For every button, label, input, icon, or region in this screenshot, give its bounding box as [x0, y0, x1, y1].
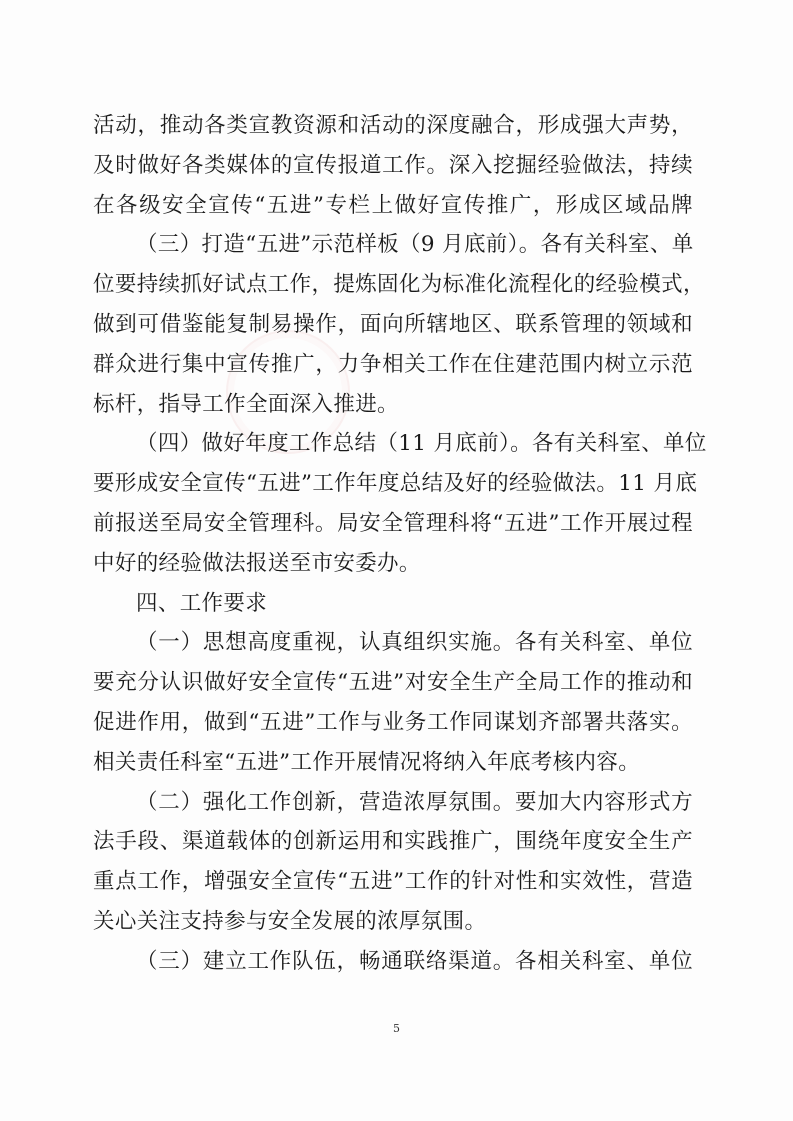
text-line: 重点工作，增强安全宣传“五进”工作的针对性和实效性，营造: [93, 869, 693, 895]
text-line: 关心关注支持参与安全发展的浓厚氛围。: [93, 908, 487, 934]
section-heading: 四、工作要求: [136, 590, 268, 616]
text-line: 群众进行集中宣传推广，力争相关工作在住建范围内树立示范: [93, 351, 693, 377]
text-line: （四）做好年度工作总结（11 月底前）。各有关科室、单位: [136, 431, 707, 457]
text-line: 法手段、渠道载体的创新运用和实践推广，围绕年度安全生产: [93, 829, 693, 855]
page-number: 5: [393, 1022, 400, 1035]
text-line: 在各级安全宣传“五进”专栏上做好宣传推广，形成区域品牌: [93, 192, 693, 218]
text-line: 标杆，指导工作全面深入推进。: [93, 391, 399, 417]
text-line: 位要持续抓好试点工作，提炼固化为标准化流程化的经验模式，: [93, 272, 705, 298]
text-line: （一）思想高度重视，认真组织实施。各有关科室、单位: [136, 630, 693, 656]
text-line: 做到可借鉴能复制易操作，面向所辖地区、联系管理的领域和: [93, 311, 693, 337]
text-line: 要充分认识做好安全宣传“五进”对安全生产全局工作的推动和: [93, 670, 693, 696]
text-line: 促进作用，做到“五进”工作与业务工作同谋划齐部署共落实。: [93, 709, 693, 735]
text-line: 及时做好各类媒体的宣传报道工作。深入挖掘经验做法，持续: [93, 152, 693, 178]
text-line: （三）打造“五进”示范样板（9 月底前）。各有关科室、单: [136, 232, 694, 258]
text-line: （三）建立工作队伍，畅通联络渠道。各相关科室、单位: [136, 948, 693, 974]
body-text: [93, 106, 707, 982]
text-line: 活动，推动各类宣教资源和活动的深度融合，形成强大声势，: [93, 113, 693, 138]
text-line: 中好的经验做法报送至市安委办。: [93, 550, 421, 576]
text-line: （二）强化工作创新，营造浓厚氛围。要加大内容形式方: [136, 789, 693, 815]
text-line: 相关责任科室“五进”工作开展情况将纳入年底考核内容。: [93, 749, 641, 775]
text-line: 前报送至局安全管理科。局安全管理科将“五进”工作开展过程: [93, 510, 693, 536]
text-line: 要形成安全宣传“五进”工作年度总结及好的经验做法。11 月底: [93, 471, 698, 497]
